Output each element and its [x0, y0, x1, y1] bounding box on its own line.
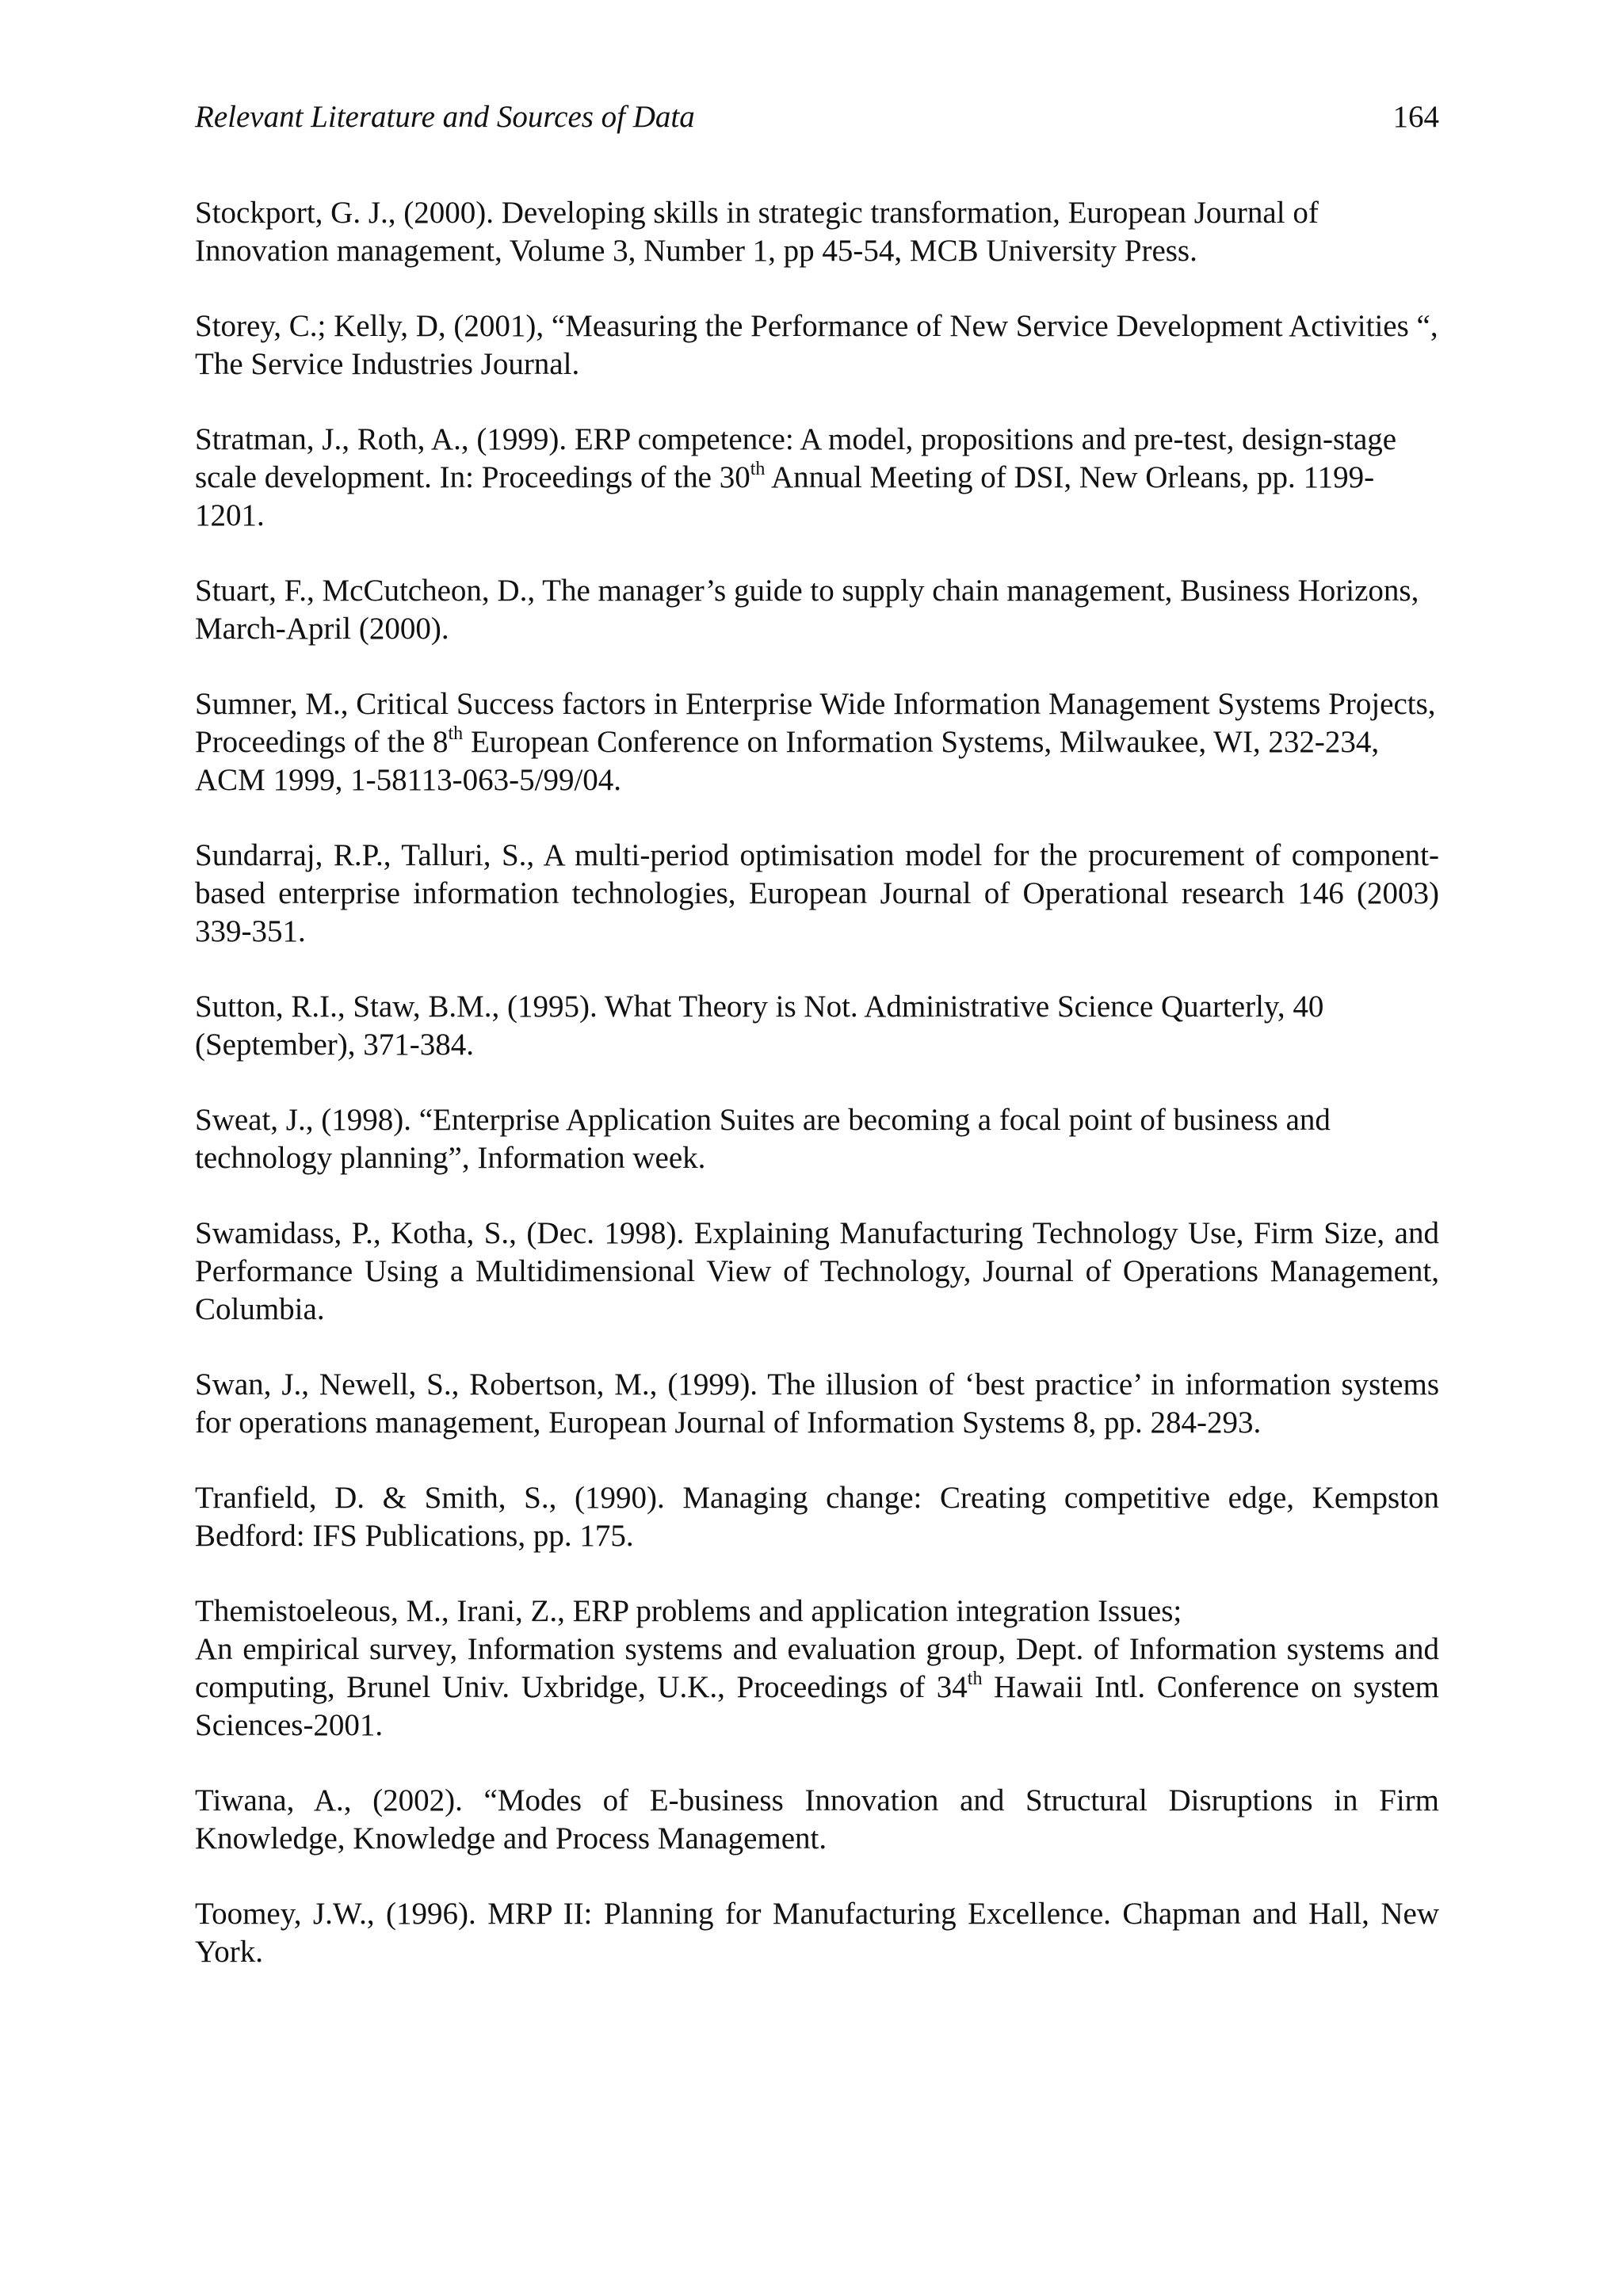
reference-list — [195, 194, 1439, 2008]
ordinal-superscript: th — [967, 1669, 983, 1689]
reference-text: European Conference on Information Systems, Milwaukee, WI, 232-234, ACM 1999, 1-58113-063-5/99/04. — [195, 725, 1380, 797]
reference-text: Stratman, J., Roth, A., (1999). ERP competence: A model, propositions and pre-test, design-stage scale development. In: Proceedings of the 30 — [195, 422, 1397, 494]
reference-item — [195, 1592, 1439, 1745]
reference-text: Sumner, M., Critical Success factors in Enterprise Wide Information Management Systems Projects, Proceedings of the 8 — [195, 687, 1436, 759]
reference-item: Tiwana, A., (2002). “Modes of E-business Innovation and Structural Disruptions in Firm Knowledge, Knowledge and Process Management. — [195, 1783, 1439, 1855]
reference-text: Annual Meeting of DSI, New Orleans, pp. 1199-1201. — [195, 460, 1375, 532]
reference-item: Storey, C.; Kelly, D, (2001), “Measuring the Performance of New Service Development Activities “, The Service Industries Journal. — [195, 309, 1438, 381]
reference-text: An empirical survey, Information systems and evaluation group, Dept. of Information systems and computing, Brunel Univ. Uxbridge, U.K., Proceedings of 34 — [195, 1632, 1439, 1704]
page-number: 164 — [1392, 100, 1439, 134]
reference-item: Swan, J., Newell, S., Robertson, M., (1999). The illusion of ‘best practice’ in information systems for operations management, European Journal of Information Systems 8, pp. 284-293. — [195, 1367, 1439, 1440]
page-header — [195, 97, 1439, 138]
reference-item: Tranfield, D. & Smith, S., (1990). Managing change: Creating competitive edge, Kempston Bedford: IFS Publications, pp. 175. — [195, 1481, 1439, 1553]
reference-item: Sundarraj, R.P., Talluri, S., A multi-period optimisation model for the procurement of component-based enterprise information technologies, European Journal of Operational research 146 (2003) 339-351. — [195, 838, 1439, 948]
ordinal-superscript: th — [750, 459, 766, 479]
reference-item: Toomey, J.W., (1996). MRP II: Planning for Manufacturing Excellence. Chapman and Hall, New York. — [195, 1897, 1439, 1969]
running-title: Relevant Literature and Sources of Data — [195, 100, 695, 134]
reference-text: Hawaii Intl. Conference on system Sciences-2001. — [195, 1670, 1440, 1742]
reference-item: Stuart, F., McCutcheon, D., The manager’s guide to supply chain management, Business Horizons, March-April (2000). — [195, 574, 1419, 646]
reference-text: Themistoeleous, M., Irani, Z., ERP problems and application integration Issues; — [195, 1594, 1182, 1628]
reference-item — [195, 685, 1439, 799]
reference-item: Sutton, R.I., Staw, B.M., (1995). What Theory is Not. Administrative Science Quarterly, 40 (September), 371-384. — [195, 990, 1324, 1062]
reference-item: Stockport, G. J., (2000). Developing skills in strategic transformation, European Journal of Innovation management, Volume 3, Number 1, pp 45-54, MCB University Press. — [195, 196, 1319, 268]
reference-item: Swamidass, P., Kotha, S., (Dec. 1998). Explaining Manufacturing Technology Use, Firm Size, and Performance Using a Multidimensional View of Technology, Journal of Operations Management, Columbia. — [195, 1216, 1439, 1326]
reference-item: Sweat, J., (1998). “Enterprise Application Suites are becoming a focal point of business and technology planning”, Information week. — [195, 1103, 1331, 1175]
reference-item — [195, 421, 1439, 535]
ordinal-superscript: th — [448, 723, 464, 744]
